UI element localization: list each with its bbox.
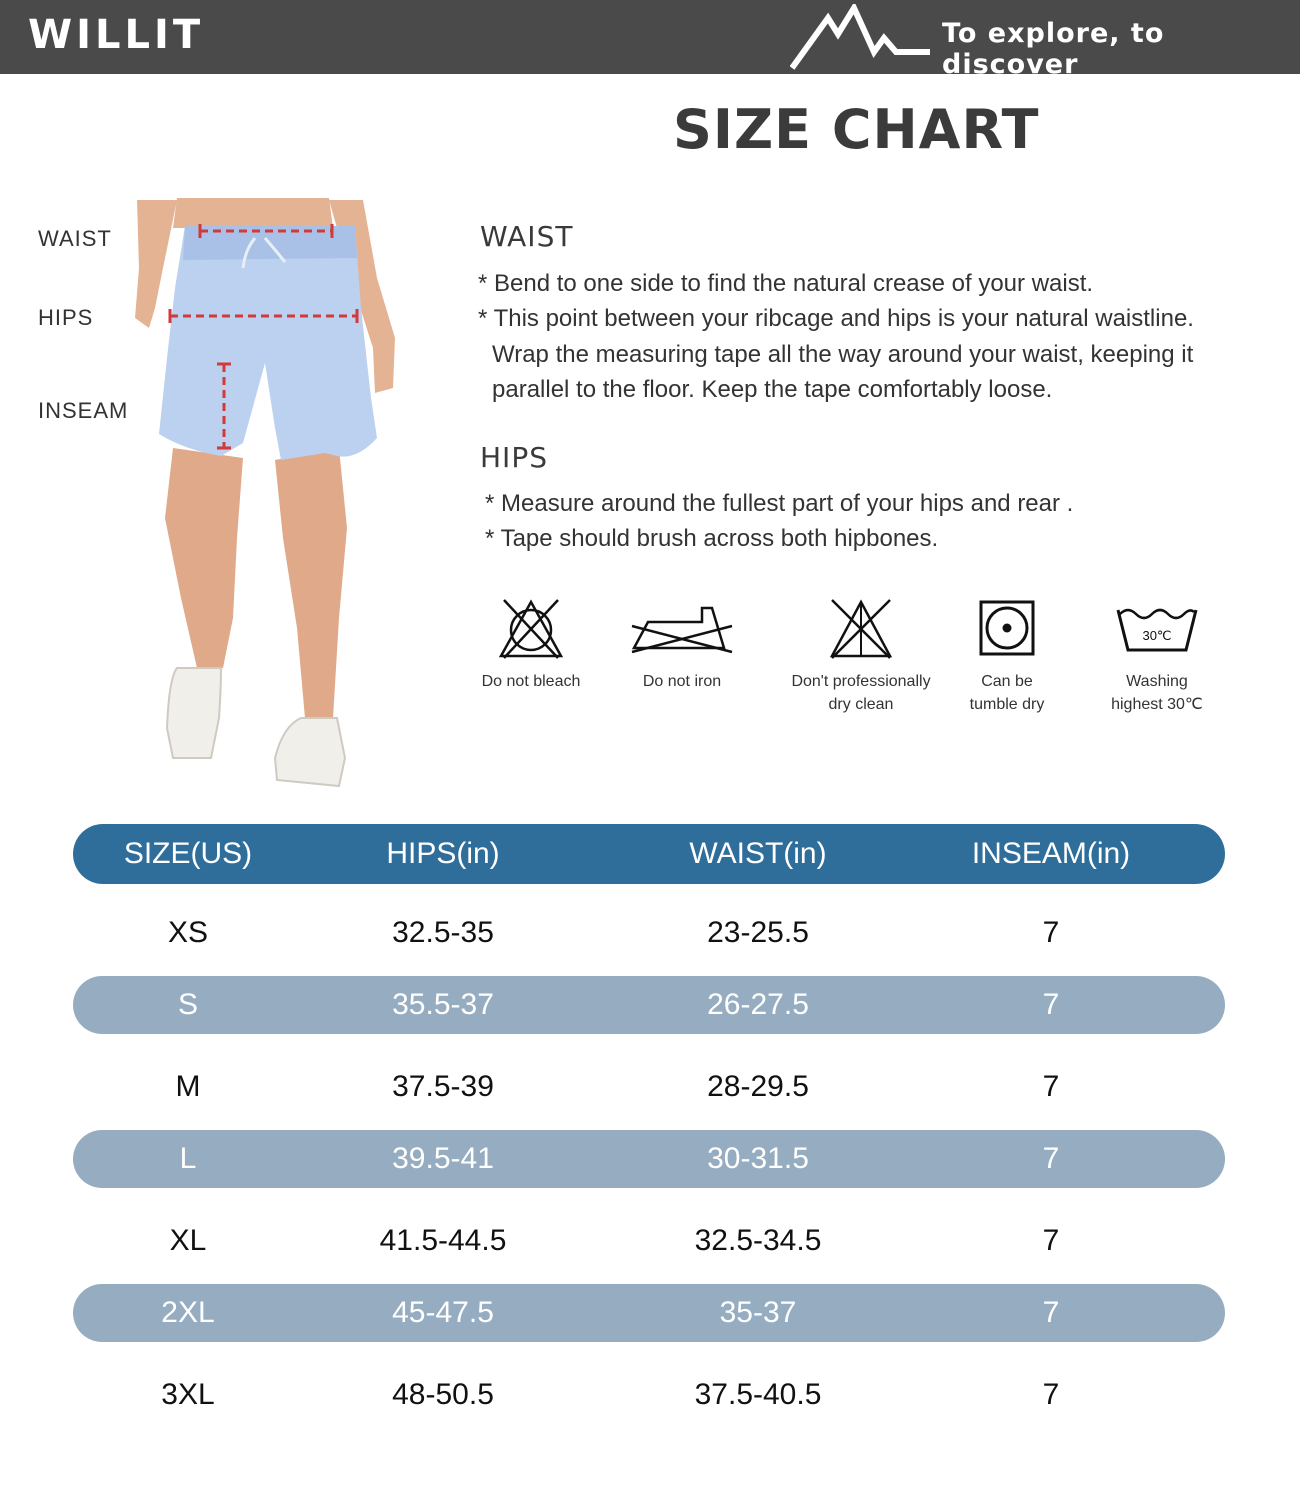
cell-waist: 26-27.5 <box>707 988 809 1021</box>
cell-waist: 35-37 <box>719 1296 797 1329</box>
cell-hips: 37.5-39 <box>392 1070 494 1103</box>
hips-heading: HIPS <box>480 441 548 474</box>
table-row <box>73 1356 1225 1433</box>
cell-inseam: 7 <box>1042 1070 1060 1103</box>
hips-line-1: * Measure around the fullest part of your hips and rear . <box>485 490 1074 517</box>
cell-hips: 35.5-37 <box>392 988 494 1021</box>
care-item-no-dry-clean <box>776 596 946 716</box>
cell-hips: 41.5-44.5 <box>379 1224 507 1257</box>
no-iron-icon <box>630 596 734 662</box>
waist-line-4: parallel to the floor. Keep the tape comfortably loose. <box>492 376 1053 403</box>
brand-logo: WILLIT <box>28 12 205 58</box>
hips-line-2: * Tape should brush across both hipbones. <box>485 525 939 552</box>
table-row <box>73 1125 1225 1202</box>
care-label-no-dry-clean: Don't professionally dry clean <box>791 673 931 713</box>
care-item-tumble-dry <box>922 596 1092 716</box>
header-bar <box>0 0 1300 80</box>
table-row <box>73 894 1225 971</box>
cell-size: XS <box>167 916 209 949</box>
cell-hips: 32.5-35 <box>392 916 494 949</box>
table-row <box>73 1048 1225 1125</box>
cell-waist: 28-29.5 <box>707 1070 809 1103</box>
cell-hips: 39.5-41 <box>392 1142 494 1175</box>
waist-line-2: * This point between your ribcage and hips is your natural waistline. <box>478 305 1194 332</box>
col-size: SIZE(US) <box>123 837 253 870</box>
cell-waist: 30-31.5 <box>707 1142 809 1175</box>
care-label-wash-30: Washing highest 30℃ <box>1111 673 1203 713</box>
cell-inseam: 7 <box>1042 1378 1060 1411</box>
table-row <box>73 971 1225 1048</box>
cell-size: 3XL <box>161 1378 215 1411</box>
size-table <box>73 824 1225 1433</box>
cell-inseam: 7 <box>1042 1142 1060 1175</box>
cell-hips: 48-50.5 <box>392 1378 494 1411</box>
care-item-no-bleach <box>446 596 616 693</box>
cell-waist: 37.5-40.5 <box>694 1378 822 1411</box>
col-inseam: INSEAM(in) <box>971 837 1131 870</box>
cell-inseam: 7 <box>1042 1224 1060 1257</box>
cell-inseam: 7 <box>1042 988 1060 1021</box>
cell-inseam: 7 <box>1042 1296 1060 1329</box>
col-hips: HIPS(in) <box>386 837 500 870</box>
tumble-dry-icon <box>977 596 1037 662</box>
label-waist: WAIST <box>38 226 112 251</box>
mountain-logo-icon <box>790 4 935 70</box>
care-label-tumble-dry: Can be tumble dry <box>969 673 1045 713</box>
cell-size: L <box>179 1142 197 1175</box>
care-item-wash-30 <box>1072 596 1242 716</box>
wash-30-icon <box>1114 596 1200 662</box>
cell-hips: 45-47.5 <box>392 1296 494 1329</box>
table-row <box>73 1202 1225 1279</box>
table-row <box>73 1279 1225 1356</box>
waist-heading: WAIST <box>480 220 574 253</box>
waist-line-3: Wrap the measuring tape all the way around your waist, keeping it <box>492 341 1194 368</box>
cell-size: XL <box>169 1224 207 1257</box>
tagline: To explore, to discover <box>942 18 1165 80</box>
col-waist: WAIST(in) <box>689 837 827 870</box>
waist-line-1: * Bend to one side to find the natural crease of your waist. <box>478 270 1094 297</box>
care-label-no-iron: Do not iron <box>642 673 722 690</box>
cell-size: S <box>177 988 198 1021</box>
label-inseam: INSEAM <box>38 398 129 423</box>
page-title: SIZE CHART <box>673 98 1040 161</box>
no-dry-clean-icon <box>826 596 896 662</box>
wash-temp-text: 30℃ <box>1142 628 1172 643</box>
care-item-no-iron <box>597 596 767 693</box>
table-header <box>73 824 1225 884</box>
model-shorts-illustration <box>125 198 415 793</box>
cell-waist: 23-25.5 <box>707 916 809 949</box>
cell-size: 2XL <box>161 1296 215 1329</box>
cell-waist: 32.5-34.5 <box>694 1224 822 1257</box>
no-bleach-icon <box>496 596 566 662</box>
care-label-no-bleach: Do not bleach <box>481 673 581 690</box>
cell-inseam: 7 <box>1042 916 1060 949</box>
cell-size: M <box>175 1070 201 1103</box>
label-hips: HIPS <box>38 305 94 330</box>
